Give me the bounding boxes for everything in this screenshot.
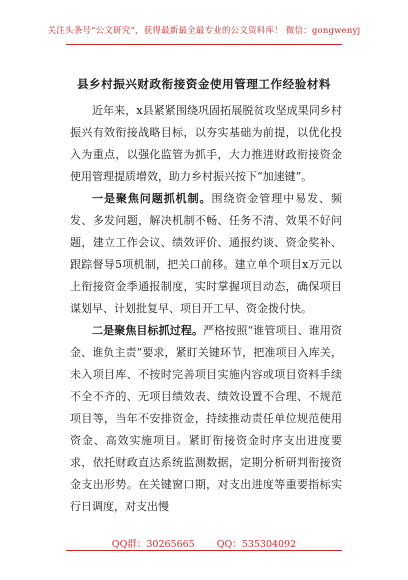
section-2-heading: 二是聚焦目标抓过程。 (92, 324, 204, 337)
footer-qq-group: QQ群：30265665 (111, 539, 195, 550)
section-2-paragraph (70, 320, 342, 518)
document-body (70, 100, 342, 518)
intro-paragraph: 近年来，x县紧紧围绕巩固拓展脱贫攻坚成果同乡村振兴有效衔接战略目标，以夯实基础为前提，以优化投入为重点，以强化监管为抓手，大力推进财政衔接资金使用管理提质增效，助力乡村振兴按下“加速键”。 (70, 104, 342, 183)
section-2-text: 严格按照“谁管项目、谁用资金、谁负主责”要求，紧盯关键环节，把准项目入库关，未入项目库、不按时完善项目实施内容或项目资料手续不全不齐的、无项目绩效表、绩效设置不合理、不规范项目等，当年不安排资金，持续推动责任单位规范使用资金、高效实施项目。紧盯衔接资金时序支出进度要求，依托财政直达系统监测数据，定期分析研判衔接资金支出形势。在关键窗口期，对支出进度等重要指标实行日调度，对支出慢 (70, 324, 343, 513)
header-divider (66, 44, 342, 45)
section-1-heading: 一是聚焦问题抓机制。 (92, 192, 212, 205)
document-title: 县乡村振兴财政衔接资金使用管理工作经验材料 (76, 77, 332, 91)
header-banner: 关注头条号“公文研究”，获得最新最全最专业的公文资料库！ 微信：gongwenyj (47, 26, 361, 36)
footer-divider (66, 550, 342, 551)
footer-contact (0, 536, 408, 550)
footer-qq: QQ：535304092 (216, 539, 297, 550)
section-1-text: 围绕资金管理中易发、频发、多发问题，解决机制不畅、任务不清、效果不好问题，建立工作会议、绩效评价、通报约谈、资金奖补、跟踪督导5项机制，把关口前移。建立单个项目x万元以上衔接资金季通报制度，实时掌握项目动态，确保项目谋划早、计划批复早、项目开工早、资金拨付快。 (70, 192, 342, 315)
section-1-paragraph (70, 188, 342, 320)
